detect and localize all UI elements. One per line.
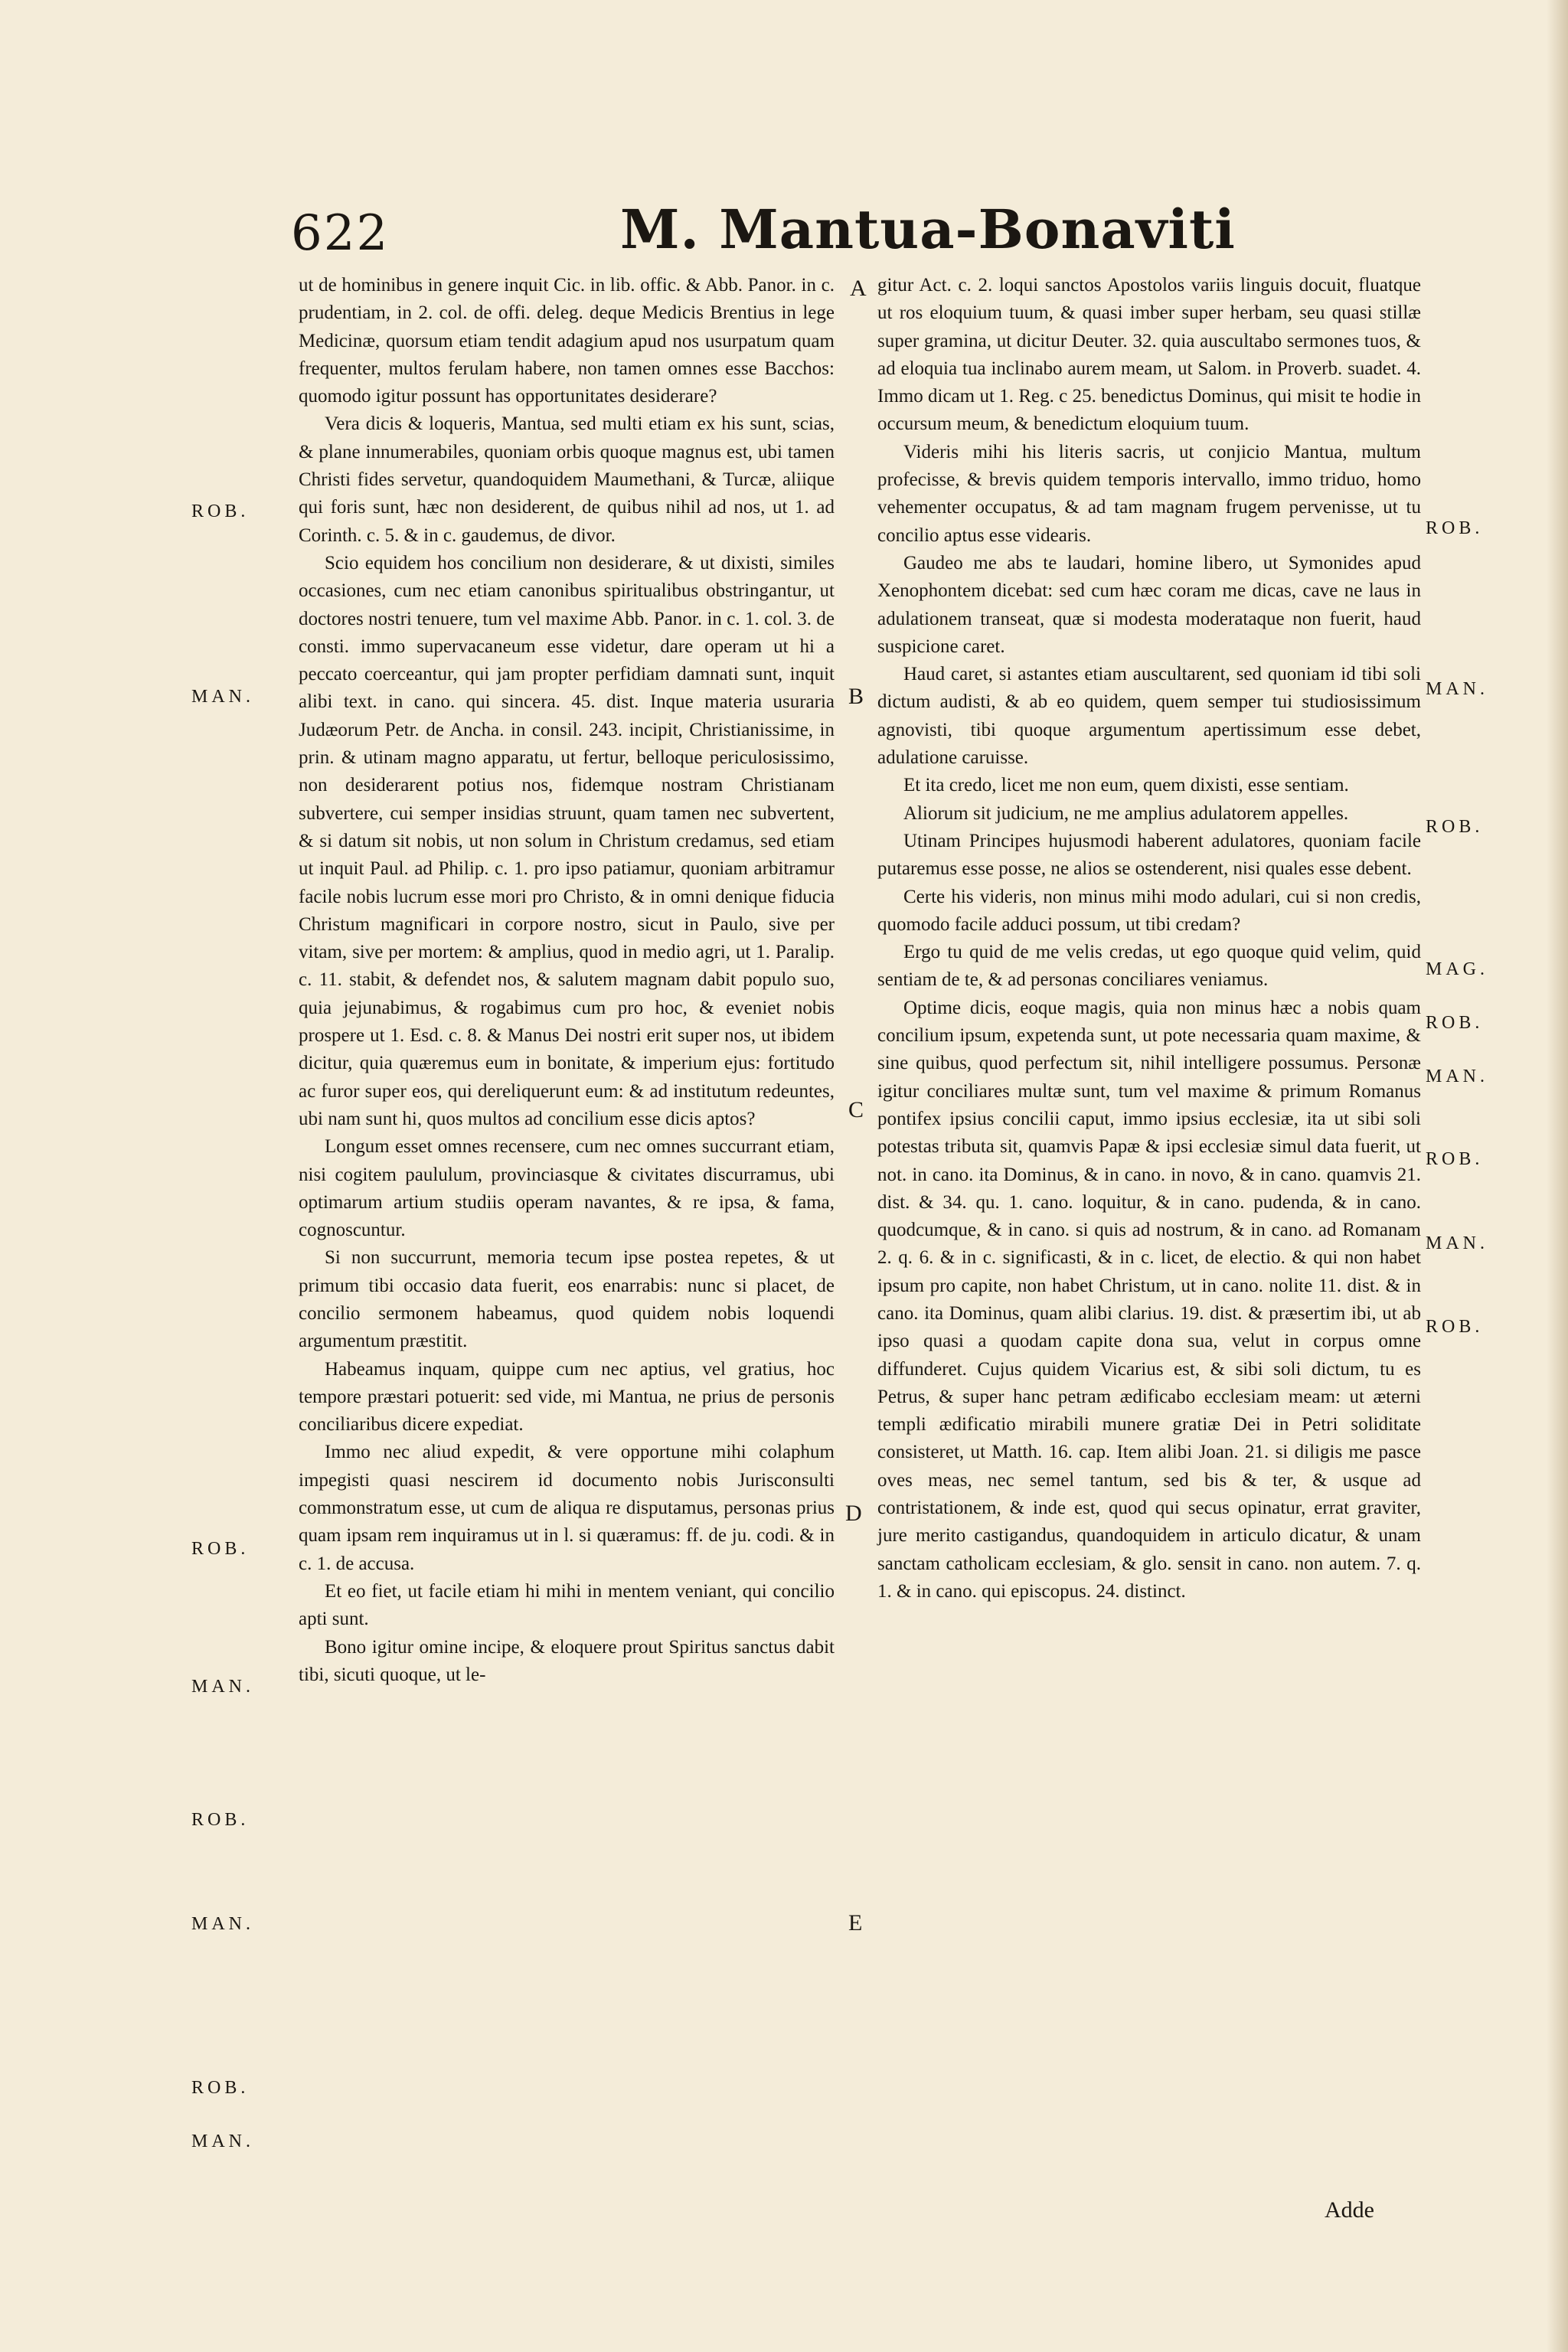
speaker-label: ROB. [1426,1317,1484,1337]
section-letter: D [845,1501,862,1526]
left-text-column [299,272,835,1689]
paragraph: Optime dicis, eoque magis, quia non minus hæc a nobis quam concilium ipsum, expetenda sunt, ut pote necessaria quam maxime, & sine quibus, quod perfectum sit, nihil intelligere possumus. Personæ igitur conciliares multæ sunt, tum vel maxime & primum Romanus pontifex ipsius concilii caput, immo ipsius ecclesiæ, ita ut sibi soli potestas tributa sit, quamvis Papæ & ipsi ecclesiæ simul data fuerit, ut not. in cano. ita Dominus, & in cano. in novo, & in cano. quamvis 21. dist. & 34. qu. 1. cano. loquitur, & in cano. pudenda, & in cano. quodcumque, & in cano. si quis ad nostrum, & in cano. ad Romanam 2. q. 6. & in c. significasti, & in c. licet, de electio. & qui non habet ipsum pro capite, non habet Christum, ut in cano. nolite 11. dist. & in cano. ita Dominus, quam alibi clarius. 19. dist. & præsertim ibi, ut ab ipso quasi a quodam capite dona sua, velut in corpus omne diffunderet. Cujus quidem Vicarius est, & sibi soli dictum, tu es Petrus, & super hanc petram ædificabo ecclesiam meam: ut æterni templi ædificatio mirabili munere gratiæ Dei in Petri soliditate consisteret, ut Matth. 16. cap. Item alibi Joan. 21. si diligis me pasce oves meas, nec semel tantum, sed bis & ter, & usque ad contristationem, & inde est, quod qui secus opinatur, errat graviter, jure merito castigandus, quandoquidem in articulo dicatur, & unam sanctam catholicam ecclesiam, & glo. sensit in cano. non autem. 7. q. 1. & in cano. qui episcopus. 24. distinct. [877,997,1421,1602]
page-header [291,191,1236,276]
section-letter: C [848,1097,864,1122]
paragraph: Longum esset omnes recensere, cum nec omnes succurrant etiam, nisi cogitem paululum, provinciasque & civitates discurramus, ubi optimarum artium studiis operam navantes, & re ipsa, & fama, cognoscuntur. [299,1136,835,1241]
catchword: Adde [1325,2197,1374,2223]
speaker-label: MAN. [191,1914,255,1934]
paragraph: Si non succurrunt, memoria tecum ipse postea repetes, & ut primum tibi occasio data fuerit, eos enarrabis: nunc si placet, de concilio sermonem habeamus, quod quidem nobis loquendi argumentum præstitit. [299,1247,835,1352]
paragraph: Certe his videris, non minus mihi modo adulari, cui si non credis, quomodo facile adduci possum, ut tibi credam? [877,886,1421,935]
paragraph: Ergo tu quid de me velis credas, ut ego quoque quid velim, quid sentiam de te, & ad personas conciliares veniamus. [877,942,1421,991]
right-text-column [877,272,1421,1606]
paragraph: Aliorum sit judicium, ne me amplius adulatorem appelles. [903,802,1349,824]
speaker-label: MAN. [191,1677,255,1697]
paragraph: Scio equidem hos concilium non desiderare, & ut dixisti, similes occasiones, cum nec etiam canonibus spiritualibus obstringantur, ut doctores nostri tenuere, tum vel maxime Abb. Panor. in c. 1. col. 3. de consti. immo supervacaneum esse videtur, dare operam ut hi a peccato coerceantur, qui jam propter perfidiam damnati sunt, inquit alibi text. in cano. qui sincera. 45. dist. Inque materia usuraria Judæorum Petr. de Ancha. in consil. 243. incipit, Christianissime, in prin. & utinam magno apparatu, ut fertur, belloque periculosissimo, non desiderarent potius nos, fidemque nostram Christianam subvertere, cui semper insidias struunt, quam tamen nec subvertent, & si datum sit nobis, ut non solum in Christum credamus, sed etiam ut inquit Paul. ad Philip. c. 1. pro ipso patiamur, quoniam arbitramur facile nobis lucrum esse mori pro Christo, & in omni denique fiducia Christum magnificari in corpore nostro, sicut in Paulo, sive per vitam, sive per mortem: & amplius, quod in medio agri, ut 1. Paralip. c. 11. stabit, & defendet nos, & salutem magnam dabit populo suo, quia jejunabimus, & rogabimus cum pro hoc, & eveniet nobis prospere ut 1. Esd. c. 8. & Manus Dei nostri erit super nos, ut ibidem dicitur, quia quæremus eum in bonitate, & imperium ejus: fortitudo ac furor super eos, qui dereliquerunt eum: & ad institutum redeuntes, ubi nam sunt hi, quos multos ad concilium esse dicis aptos? [299,552,835,1129]
paragraph: Et eo fiet, ut facile etiam hi mihi in mentem veniant, qui concilio apti sunt. [299,1580,835,1630]
paragraph: Bono igitur omine incipe, & eloquere prout Spiritus sanctus dabit tibi, sicuti quoque, ut le- [299,1636,835,1685]
paragraph: gitur Act. c. 2. loqui sanctos Apostolos variis linguis docuit, fluatque ut ros eloquium tuum, & quasi imber super herbam, seu quasi stillæ super gramina, ut dicitur Deuter. 32. quia auscultabo sermones tuos, & ad eloquia tua inclinabo aurem meam, ut Salom. in Proverb. suadet. 4. Immo dicam ut 1. Reg. c 25. benedictus Dominus, qui misit te hodie in occursum meum, & benedictum eloquium tuum. [877,275,1421,435]
speaker-label: MAN. [191,687,255,707]
paragraph: Utinam Principes hujusmodi haberent adulatores, quoniam facile putaremus esse posse, ne alios se ostenderent, nisi quales esse debent. [877,830,1421,880]
paragraph: Vera dicis & loqueris, Mantua, sed multi etiam ex his sunt, scias, & plane innumerabiles, quoniam orbis quoque magnus est, ubi tamen Christi fides servetur, quandoquidem Maumethani, & Turcæ, aliique qui foris sunt, hæc non desiderent, de quibus nihil ad nos, ut 1. ad Corinth. c. 5. & in c. gaudemus, de divor. [299,413,835,546]
running-title: M. Mantua-Bonaviti [620,198,1236,261]
speaker-label: MAG. [1426,959,1489,979]
section-letter: B [848,684,864,709]
speaker-label: ROB. [1426,817,1484,837]
section-letter: A [850,276,867,301]
speaker-label: MAN. [1426,1067,1489,1086]
speaker-label: ROB. [1426,518,1484,538]
paragraph: Videris mihi his literis sacris, ut conjicio Mantua, multum profecisse, & brevis quidem temporis intervallo, immo triduo, homo vehementer occupatus, & ad tam magnam frugem pervenisse, ut tu concilio aptus esse videaris. [877,441,1421,546]
paragraph: Immo nec aliud expedit, & vere opportune mihi colaphum impegisti quasi nescirem id documento nobis Jurisconsulti commonstratum esse, ut cum de aliqua re disputamus, personas prius quam ipsam rem inquiramus ut in l. si quæramus: ff. de ju. codi. & in c. 1. de accusa. [299,1442,835,1574]
paragraph: Gaudeo me abs te laudari, homine libero, ut Symonides apud Xenophontem dicebat: sed cum hæc coram me dicas, cave ne laus in adulationem transeat, quæ si modesta moderataque non fuerit, haud suspicione caret. [877,552,1421,657]
speaker-label: ROB. [191,501,250,521]
paragraph: ut de hominibus in genere inquit Cic. in lib. offic. & Abb. Panor. in c. prudentiam, in 2. col. de offi. deleg. deque Medicis Brentius in lege Medicinæ, quorsum etiam tendit adagium apud nos usurpatum quam frequenter, multos ferulam habere, non tamen omnes esse Bacchos: quomodo igitur possunt has opportunitates desiderare? [299,275,835,407]
speaker-label: MAN. [191,2132,255,2151]
paragraph: Haud caret, si astantes etiam auscultarent, sed quoniam id tibi soli dictum audisti, & ab eo quidem, quem semper tui studiosissimum agnovisti, tibi quoque argumentum apertissimum esse debet, adulatione caruisse. [877,664,1421,769]
page-edge-shadow [1547,0,1568,2352]
paragraph: Habeamus inquam, quippe cum nec aptius, vel gratius, hoc tempore præstari potuerit: sed vide, mi Mantua, ne prius de personis conciliaribus dicere expediat. [299,1358,835,1436]
speaker-label: ROB. [191,1810,250,1830]
section-letter: E [848,1910,863,1936]
speaker-label: ROB. [191,2078,250,2098]
speaker-label: ROB. [1426,1013,1484,1033]
paragraph: Et ita credo, licet me non eum, quem dixisti, esse sentiam. [903,775,1349,796]
speaker-label: MAN. [1426,679,1489,699]
speaker-label: ROB. [191,1539,250,1559]
speaker-label: ROB. [1426,1149,1484,1169]
page-number: 622 [291,205,390,262]
speaker-label: MAN. [1426,1233,1489,1253]
